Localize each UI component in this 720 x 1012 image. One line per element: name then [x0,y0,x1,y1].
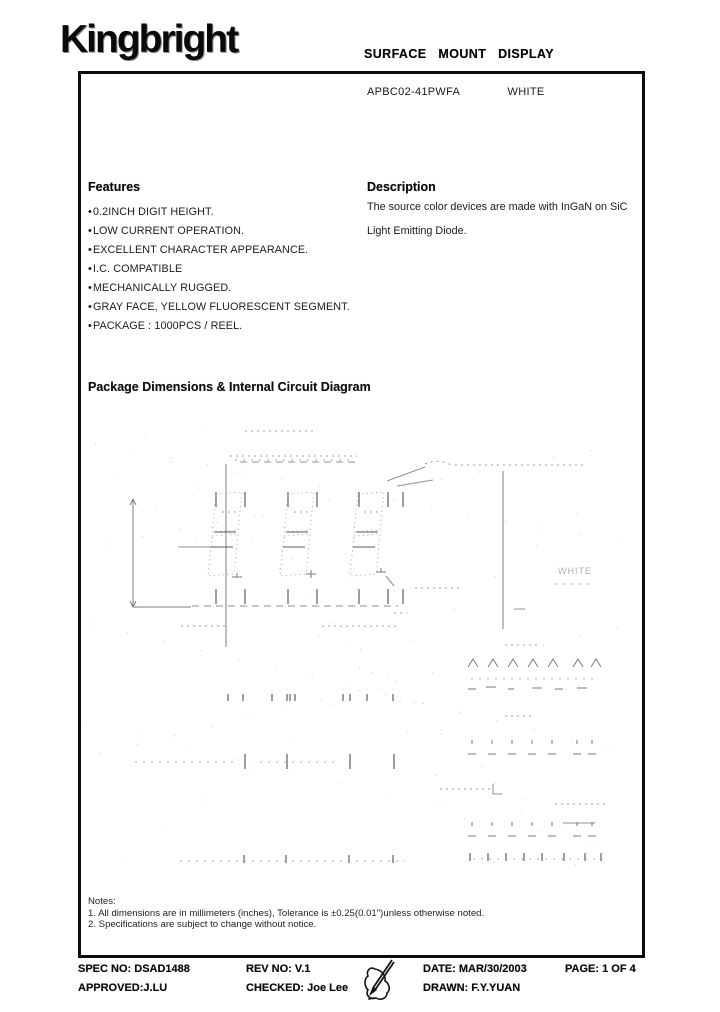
date-value: MAR/30/2003 [458,963,527,975]
spec-no-value: DSAD1488 [134,963,190,975]
description-line: The source color devices are made with InGaN on SiC [367,201,628,213]
checked-value: Joe Lee [307,982,349,994]
approved-label: APPROVED: [78,982,144,994]
package-dimensions-heading: Package Dimensions & Internal Circuit Diagram [88,380,371,394]
rev-no-value: V.1 [294,963,311,975]
pin-layout-rows [135,694,502,863]
description-line: Light Emitting Diode. [367,224,467,237]
scan-noise [85,429,640,879]
package-top-view [130,431,459,647]
feature-item: • PACKAGE : 1000PCS / REEL. [88,317,364,336]
approved-value: J.LU [143,982,168,994]
footer-col-spec [78,960,190,998]
drawn-value: F.Y.YUAN [471,982,521,994]
footer-col-rev [246,960,348,998]
diode-row [468,822,596,836]
side-view-color-label: WHITE [558,566,592,576]
feature-item: • MECHANICALLY RUGGED. [88,279,364,298]
drawn-label: DRAWN: [423,982,469,994]
note-line: 1. All dimensions are in millimeters (inches), Tolerance is ±0.25(0.01")unless otherwise noted. [88,907,485,919]
description-section [367,180,635,241]
features-list [88,203,364,336]
description-heading: Description [367,180,436,194]
notes-heading: Notes: [88,896,116,907]
digit-figure [280,492,316,578]
feature-item: • LOW CURRENT OPERATION. [88,222,364,241]
internal-circuit-drawing [468,659,605,861]
page-label: PAGE: [565,963,600,975]
digit-figure [208,492,242,577]
document-title: SURFACE MOUNT DISPLAY [364,47,554,61]
note-line: 2. Specifications are subject to change without notice. [88,919,317,930]
features-heading: Features [88,180,141,194]
checked-label: CHECKED: [246,982,305,994]
feature-item: • EXCELLENT CHARACTER APPEARANCE. [88,241,364,260]
footer-col-page [565,960,636,979]
kingbright-logo: Kingbright [60,18,238,61]
signature-stamp-icon [360,955,400,1003]
diode-row [468,740,596,754]
rev-no-label: REV NO: [246,963,292,975]
footer-col-date [423,960,527,998]
page-value: 1 OF 4 [602,963,636,975]
package-dimensions-drawing [85,424,642,888]
date-label: DATE: [423,963,456,975]
part-color: WHITE [507,86,545,98]
feature-item: • I.C. COMPATIBLE [88,260,364,279]
part-number: APBC02-41PWFA [367,86,461,98]
part-number-row [367,86,544,98]
features-section [88,180,364,336]
package-side-view [455,465,592,645]
feature-item: • GRAY FACE, YELLOW FLUORESCENT SEGMENT. [88,298,364,317]
notes-section [88,896,558,931]
spec-no-label: SPEC NO: [78,963,132,975]
feature-item: • 0.2INCH DIGIT HEIGHT. [88,203,364,222]
digit-figure [350,492,394,586]
